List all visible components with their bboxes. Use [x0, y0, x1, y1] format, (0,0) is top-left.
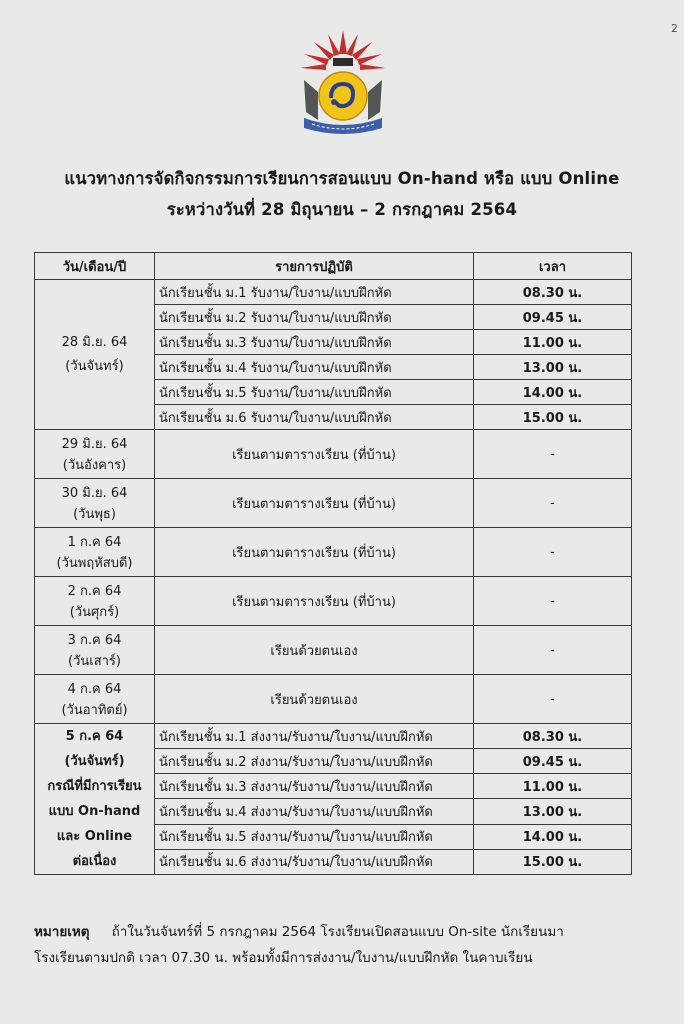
- day-label: (วันจันทร์): [64, 754, 125, 769]
- day-label: (วันศุกร์): [69, 605, 120, 620]
- time-cell: 08.30 น.: [474, 724, 632, 749]
- time-cell: 14.00 น.: [474, 824, 632, 849]
- note-text: ถ้าในวันจันทร์ที่ 5 กรกฎาคม 2564 โรงเรียนเปิดสอนแบบ On-site นักเรียนมา: [111, 924, 564, 940]
- time-cell: -: [474, 528, 632, 577]
- time-cell: -: [474, 430, 632, 479]
- date-label: 30 มิ.ย. 64: [61, 486, 128, 501]
- activity-cell: เรียนตามตารางเรียน (ที่บ้าน): [155, 479, 474, 528]
- activity-cell: นักเรียนชั้น ม.5 ส่งงาน/รับงาน/ใบงาน/แบบฝึกหัด: [155, 824, 474, 849]
- activity-cell: นักเรียนชั้น ม.4 ส่งงาน/รับงาน/ใบงาน/แบบฝึกหัด: [155, 799, 474, 824]
- table-row: [35, 280, 632, 305]
- day-label: (วันอาทิตย์): [61, 703, 128, 718]
- school-crest-icon: [298, 28, 388, 140]
- time-cell: 14.00 น.: [474, 380, 632, 405]
- activity-cell: เรียนด้วยตนเอง: [155, 675, 474, 724]
- activity-cell: นักเรียนชั้น ม.3 ส่งงาน/รับงาน/ใบงาน/แบบฝึกหัด: [155, 774, 474, 799]
- table-row: [35, 577, 632, 626]
- column-header-date: วัน/เดือน/ปี: [35, 253, 155, 280]
- day-label: (วันจันทร์): [65, 358, 124, 374]
- note-line: [34, 920, 634, 942]
- table-row: [35, 430, 632, 479]
- time-cell: 08.30 น.: [474, 280, 632, 305]
- table-row: [35, 675, 632, 724]
- time-cell: 15.00 น.: [474, 849, 632, 874]
- day-label: (วันเสาร์): [68, 654, 121, 669]
- day-label: (วันอังคาร): [62, 458, 127, 473]
- condition-label: และ Online: [56, 829, 133, 844]
- date-cell: [35, 675, 155, 724]
- activity-cell: นักเรียนชั้น ม.1 ส่งงาน/รับงาน/ใบงาน/แบบฝึกหัด: [155, 724, 474, 749]
- condition-label: กรณีที่มีการเรียน: [47, 779, 142, 794]
- condition-label: แบบ On-hand: [48, 804, 141, 819]
- date-cell: [35, 626, 155, 675]
- activity-cell: นักเรียนชั้น ม.1 รับงาน/ใบงาน/แบบฝึกหัด: [155, 280, 474, 305]
- table-row: [35, 626, 632, 675]
- page-number: 2: [671, 22, 678, 35]
- note-label: หมายเหตุ: [34, 924, 90, 940]
- date-cell: [35, 430, 155, 479]
- table-row: [35, 724, 632, 749]
- date-cell: [35, 577, 155, 626]
- activity-cell: นักเรียนชั้น ม.6 ส่งงาน/รับงาน/ใบงาน/แบบฝึกหัด: [155, 849, 474, 874]
- activity-cell: เรียนตามตารางเรียน (ที่บ้าน): [155, 430, 474, 479]
- date-label: 4 ก.ค 64: [67, 682, 122, 697]
- activity-cell: เรียนตามตารางเรียน (ที่บ้าน): [155, 577, 474, 626]
- date-label: 29 มิ.ย. 64: [61, 437, 128, 452]
- activity-cell: นักเรียนชั้น ม.2 ส่งงาน/รับงาน/ใบงาน/แบบฝึกหัด: [155, 749, 474, 774]
- activity-cell: นักเรียนชั้น ม.5 รับงาน/ใบงาน/แบบฝึกหัด: [155, 380, 474, 405]
- date-label: 28 มิ.ย. 64: [61, 334, 128, 350]
- time-cell: 11.00 น.: [474, 330, 632, 355]
- time-cell: 13.00 น.: [474, 799, 632, 824]
- time-cell: -: [474, 675, 632, 724]
- time-cell: 15.00 น.: [474, 405, 632, 430]
- date-cell: [35, 280, 155, 430]
- time-cell: 11.00 น.: [474, 774, 632, 799]
- activity-cell: นักเรียนชั้น ม.6 รับงาน/ใบงาน/แบบฝึกหัด: [155, 405, 474, 430]
- time-cell: 09.45 น.: [474, 749, 632, 774]
- date-cell: [35, 724, 155, 875]
- note-line-2: โรงเรียนตามปกติ เวลา 07.30 น. พร้อมทั้งมีการส่งงาน/ใบงาน/แบบฝึกหัด ในคาบเรียน: [34, 950, 533, 966]
- condition-label: ต่อเนื่อง: [72, 854, 117, 869]
- table-row: [35, 479, 632, 528]
- document-subtitle: ระหว่างวันที่ 28 มิถุนายน – 2 กรกฎาคม 2564: [166, 200, 518, 219]
- time-cell: -: [474, 577, 632, 626]
- date-cell: [35, 528, 155, 577]
- activity-cell: นักเรียนชั้น ม.4 รับงาน/ใบงาน/แบบฝึกหัด: [155, 355, 474, 380]
- date-label: 2 ก.ค 64: [67, 584, 122, 599]
- activity-cell: เรียนด้วยตนเอง: [155, 626, 474, 675]
- table-header-row: [35, 253, 632, 280]
- date-label: 5 ก.ค 64: [65, 729, 124, 744]
- time-cell: 09.45 น.: [474, 305, 632, 330]
- day-label: (วันพฤหัสบดี): [56, 556, 133, 571]
- column-header-activity: รายการปฏิบัติ: [155, 253, 474, 280]
- activity-cell: เรียนตามตารางเรียน (ที่บ้าน): [155, 528, 474, 577]
- table-row: [35, 528, 632, 577]
- time-cell: 13.00 น.: [474, 355, 632, 380]
- schedule-table: [34, 252, 632, 875]
- activity-cell: นักเรียนชั้น ม.2 รับงาน/ใบงาน/แบบฝึกหัด: [155, 305, 474, 330]
- column-header-time: เวลา: [474, 253, 632, 280]
- time-cell: -: [474, 626, 632, 675]
- time-cell: -: [474, 479, 632, 528]
- date-label: 3 ก.ค 64: [67, 633, 122, 648]
- document-title: แนวทางการจัดกิจกรรมการเรียนการสอนแบบ On-hand หรือ แบบ Online: [64, 169, 620, 188]
- day-label: (วันพุธ): [73, 507, 116, 522]
- date-cell: [35, 479, 155, 528]
- date-label: 1 ก.ค 64: [67, 535, 122, 550]
- activity-cell: นักเรียนชั้น ม.3 รับงาน/ใบงาน/แบบฝึกหัด: [155, 330, 474, 355]
